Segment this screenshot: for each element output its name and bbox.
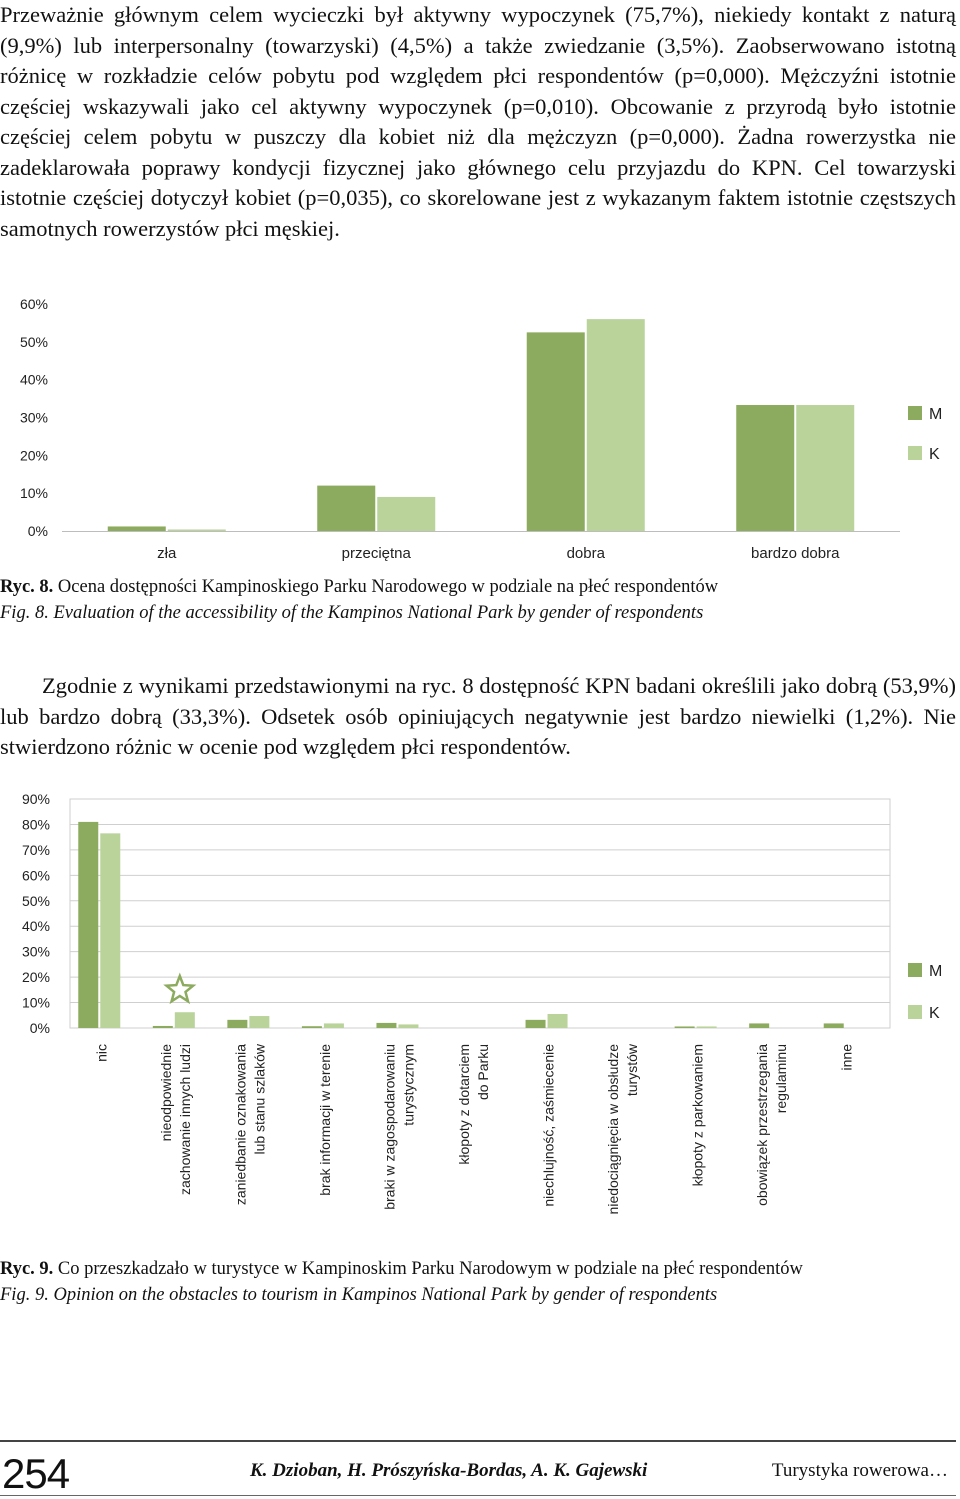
bar-K: [796, 405, 854, 531]
x-tick-label: lub stanu szlaków: [251, 1044, 268, 1155]
bar-M: [108, 526, 166, 531]
x-tick-label-group: [317, 1044, 333, 1196]
bar-K: [697, 1026, 717, 1028]
figure-9-chart: [0, 780, 960, 1250]
star-icon: [167, 976, 194, 1001]
y-tick-label: 70%: [21, 841, 50, 858]
bar-K: [175, 1012, 195, 1028]
x-tick-label: zachowanie innych ludzi: [176, 1044, 193, 1195]
bar-M: [227, 1020, 247, 1028]
bar-K: [377, 497, 435, 531]
figure-8-chart: [0, 290, 960, 570]
x-tick-label-group: [754, 1044, 789, 1206]
y-tick-label: 50%: [19, 333, 48, 350]
x-tick-label: niechlujność, zaśmiecenie: [540, 1044, 557, 1207]
bar-K: [168, 529, 226, 531]
figure-9-caption-en-text: Opinion on the obstacles to tourism in Kampinos National Park by gender of respondents: [53, 1285, 718, 1305]
x-tick-label: bardzo dobra: [751, 545, 840, 562]
figure-8-caption-label: Ryc. 8.: [0, 577, 54, 597]
x-tick-label: nic: [93, 1044, 110, 1062]
x-tick-label: nieodpowiednie: [157, 1044, 174, 1142]
y-tick-label: 10%: [19, 485, 48, 502]
bar-M: [526, 1020, 546, 1028]
x-tick-label: kłopoty z dotarciem: [456, 1044, 472, 1165]
paragraph-1: [0, 0, 956, 244]
y-tick-label: 90%: [21, 791, 50, 807]
y-tick-label: 80%: [21, 816, 50, 833]
legend-label-M: M: [929, 406, 943, 423]
page-number: 254: [2, 1450, 70, 1497]
bar-M: [736, 405, 794, 531]
y-tick-label: 60%: [19, 296, 48, 312]
bar-M: [317, 486, 375, 531]
figure-8-caption-en-label: Fig. 8.: [0, 603, 49, 623]
legend-label-K: K: [929, 1005, 940, 1022]
y-tick-label: 0%: [27, 523, 48, 539]
y-tick-label: 30%: [19, 409, 48, 426]
x-tick-label: do Parku: [475, 1044, 491, 1101]
bar-K: [324, 1023, 344, 1028]
bar-M: [749, 1023, 769, 1028]
legend-swatch-M: [908, 406, 922, 420]
y-tick-label: 60%: [21, 867, 50, 884]
x-tick-label: kłopoty z parkowaniem: [689, 1044, 706, 1187]
legend-swatch-M: [908, 963, 922, 977]
x-tick-label: dobra: [566, 545, 605, 562]
x-tick-label-group: [839, 1044, 855, 1071]
y-tick-label: 20%: [19, 447, 48, 464]
x-tick-label-group: [541, 1044, 557, 1207]
x-tick-label: turystycznym: [400, 1044, 417, 1126]
x-tick-label: zła: [157, 545, 177, 562]
x-tick-label: obowiązek przestrzegania: [754, 1044, 771, 1206]
bar-M: [675, 1026, 695, 1028]
x-tick-label-group: [690, 1044, 706, 1186]
figure-9-caption-text: Co przeszkadzało w turystyce w Kampinoskim Parku Narodowym w podziale na płeć respondentów: [57, 1259, 803, 1279]
y-tick-label: 30%: [21, 943, 50, 960]
paragraph-1-text: Przeważnie głównym celem wycieczki był aktywny wypoczynek (75,7%), niekiedy kontakt z naturą (9,9%) lub interpersonalny (towarzyski) (4,5%) a także zwiedzanie (3,5%). Zaobserwowano istotną różnicę w rozkładzie celów pobytu pod względem płci respondentów (p=0,000). Mężczyźni istotnie częściej wskazywali jako cel aktywny wypoczynek (p=0,010). Obcowanie z przyrodą było istotnie częściej celem pobytu w puszczy dla kobiet niż dla mężczyzn (p=0,000). Żadna rowerzystka nie zadeklarowała poprawy kondycji fizycznej jako głównego celu przyjazdu do KPN. Cel towarzyski istotnie częściej dotyczył kobiet (p=0,035), co skorelowane jest z wykazanym faktem istotnie częstszych samotnych rowerzystów płci męskiej.: [0, 2, 956, 241]
x-tick-label-group: [605, 1043, 640, 1214]
y-tick-label: 0%: [29, 1020, 50, 1036]
legend-swatch-K: [908, 1005, 922, 1019]
legend-swatch-K: [908, 446, 922, 460]
x-tick-label-group: [158, 1044, 193, 1195]
bar-M: [78, 822, 98, 1028]
paragraph-2: [0, 671, 956, 763]
x-tick-label: turystów: [624, 1044, 641, 1097]
footer-rule-top: [0, 1440, 956, 1442]
figure-9-caption-label: Ryc. 9.: [0, 1259, 54, 1279]
x-tick-label: przeciętna: [341, 545, 411, 562]
x-tick-label: braki w zagospodarowaniu: [381, 1044, 398, 1210]
x-tick-label-group: [232, 1043, 267, 1205]
legend-label-M: M: [929, 963, 943, 980]
x-tick-label-group: [93, 1044, 109, 1062]
y-tick-label: 20%: [21, 969, 50, 986]
bar-K: [100, 833, 120, 1028]
bar-K: [249, 1016, 269, 1028]
bar-M: [153, 1026, 173, 1028]
footer-running-title: Turystyka rowerowa…: [771, 1460, 948, 1481]
y-tick-label: 40%: [21, 918, 50, 935]
footer-authors: K. Dzioban, H. Prószyńska-Bordas, A. K. Gajewski: [250, 1460, 648, 1481]
figure-8-caption: [0, 574, 956, 626]
figure-8-caption-text: Ocena dostępności Kampinoskiego Parku Narodowego w podziale na płeć respondentów: [57, 577, 719, 597]
x-tick-label: niedociągnięcia w obsłudze: [605, 1044, 622, 1215]
x-tick-label: inne: [838, 1044, 855, 1071]
x-tick-label: zaniedbanie oznakowania: [232, 1044, 249, 1206]
y-tick-label: 10%: [21, 994, 50, 1011]
paragraph-2-text: Zgodnie z wynikami przedstawionymi na ryc. 8 dostępność KPN badani określili jako dobrą (53,9%) lub bardzo dobrą (33,3%). Odsetek osób opiniujących negatywnie jest bardzo niewielki (1,2%). Nie stwierdzono różnic w ocenie pod względem płci respondentów.: [0, 673, 956, 759]
bar-M: [527, 332, 585, 531]
footer-rule-bottom: [0, 1495, 956, 1496]
y-tick-label: 50%: [21, 892, 50, 909]
bar-K: [587, 319, 645, 531]
x-tick-label: regulaminu: [773, 1044, 790, 1114]
bar-K: [398, 1024, 418, 1028]
y-tick-label: 40%: [19, 371, 48, 388]
bar-M: [824, 1023, 844, 1028]
bar-M: [376, 1023, 396, 1028]
figure-8-caption-en-text: Evaluation of the accessibility of the Kampinos National Park by gender of respondents: [53, 603, 704, 623]
x-tick-label: brak informacji w terenie: [316, 1044, 333, 1196]
x-tick-label-group: [381, 1044, 416, 1210]
bar-M: [302, 1026, 322, 1028]
plot-area-frame: [70, 799, 890, 1028]
legend-label-K: K: [929, 446, 940, 463]
figure-9-caption-en-label: Fig. 9.: [0, 1285, 49, 1305]
bar-K: [548, 1014, 568, 1028]
x-tick-label-group: [456, 1044, 491, 1165]
figure-9-caption: [0, 1256, 956, 1308]
